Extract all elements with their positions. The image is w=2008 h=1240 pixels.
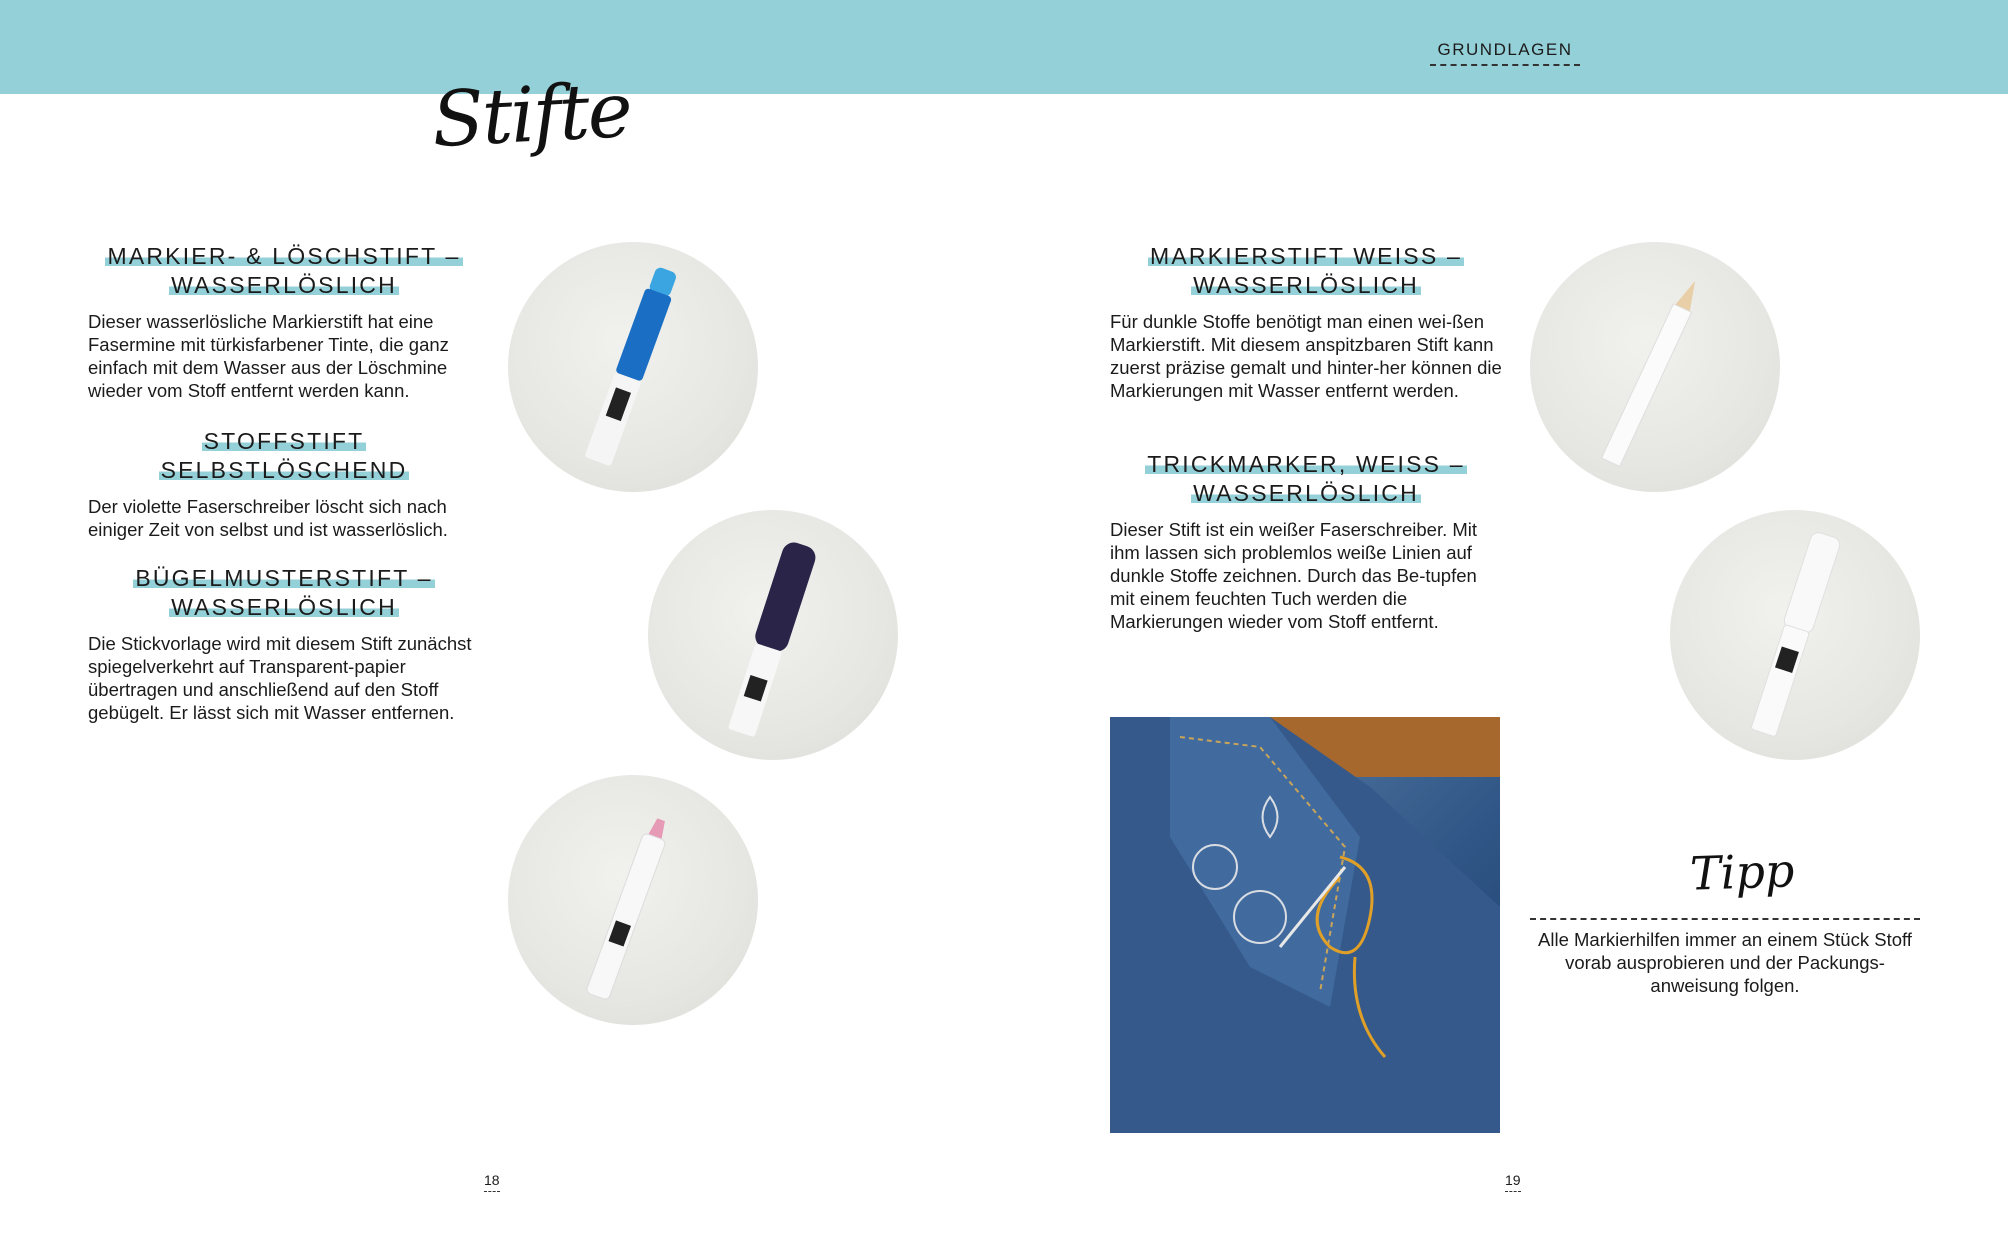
purple-marker-icon [648, 510, 898, 760]
heading-line: TRICKMARKER, WEISS – [1147, 451, 1465, 477]
section-label: GRUNDLAGEN [1430, 40, 1580, 66]
heading-line: STOFFSTIFT [203, 428, 365, 454]
item-text: Der violette Faserschreiber löscht sich nach einiger Zeit von selbst und ist wasserlöslich. [88, 496, 448, 540]
photo-blue-marker [508, 242, 758, 492]
page-title: Stifte [429, 64, 633, 165]
blue-marker-icon [508, 242, 758, 492]
photo-pink-marker [508, 775, 758, 1025]
photo-white-pencil [1530, 242, 1780, 492]
item-heading [1110, 450, 1502, 508]
page-number-left: 18 [484, 1172, 500, 1192]
photo-white-marker [1670, 510, 1920, 760]
item-markier-loeschstift [88, 242, 480, 402]
item-heading [1110, 242, 1502, 300]
item-heading [88, 427, 480, 485]
item-text: Für dunkle Stoffe benötigt man einen wei-ßen Markierstift. Mit diesem anspitzbaren Stift kann zuerst präzise gemalt und hinter-her können die Markierungen mit Wasser entfernt werden. [1110, 311, 1502, 401]
pink-marker-icon [508, 775, 758, 1025]
item-heading [88, 242, 480, 300]
heading-line: WASSERLÖSLICH [171, 594, 397, 620]
item-stoffstift [88, 427, 480, 541]
heading-line: BÜGELMUSTERSTIFT – [135, 565, 433, 591]
heading-line: MARKIERSTIFT WEISS – [1150, 243, 1462, 269]
item-text: Dieser Stift ist ein weißer Faserschreiber. Mit ihm lassen sich problemlos weiße Linien auf dunkle Stoffe zeichnen. Durch das Be-tupfen mit einem feuchten Tuch werden die Markierungen wieder vom Stoff entfernt. [1110, 519, 1478, 632]
item-heading [88, 564, 480, 622]
heading-line: WASSERLÖSLICH [1193, 480, 1419, 506]
heading-line: WASSERLÖSLICH [1193, 272, 1419, 298]
item-markierstift-weiss [1110, 242, 1502, 402]
photo-denim-collar [1110, 717, 1500, 1133]
white-pencil-icon [1530, 242, 1780, 492]
heading-line: MARKIER- & LÖSCHSTIFT – [107, 243, 461, 269]
item-text: Dieser wasserlösliche Markierstift hat eine Fasermine mit türkisfarbener Tinte, die ganz einfach mit dem Wasser aus der Löschmine wieder vom Stoff entfernt werden kann. [88, 311, 449, 401]
denim-collar-embroidery-icon [1110, 717, 1500, 1133]
photo-purple-marker [648, 510, 898, 760]
heading-line: SELBSTLÖSCHEND [160, 457, 408, 483]
white-marker-icon [1670, 510, 1920, 760]
item-buegelmusterstift [88, 564, 480, 724]
item-trickmarker-weiss [1110, 450, 1502, 633]
tipp-title: Tipp [1689, 843, 1796, 901]
item-text: Die Stickvorlage wird mit diesem Stift zunächst spiegelverkehrt auf Transparent-papier übertragen und anschließend auf den Stoff gebügelt. Er lässt sich mit Wasser entfernen. [88, 633, 472, 723]
tipp-divider [1530, 918, 1920, 920]
header-band [0, 0, 2008, 94]
page-number-right: 19 [1505, 1172, 1521, 1192]
tipp-text: Alle Markierhilfen immer an einem Stück Stoff vorab ausprobieren und der Packungs-anweisung folgen. [1538, 929, 1912, 996]
heading-line: WASSERLÖSLICH [171, 272, 397, 298]
